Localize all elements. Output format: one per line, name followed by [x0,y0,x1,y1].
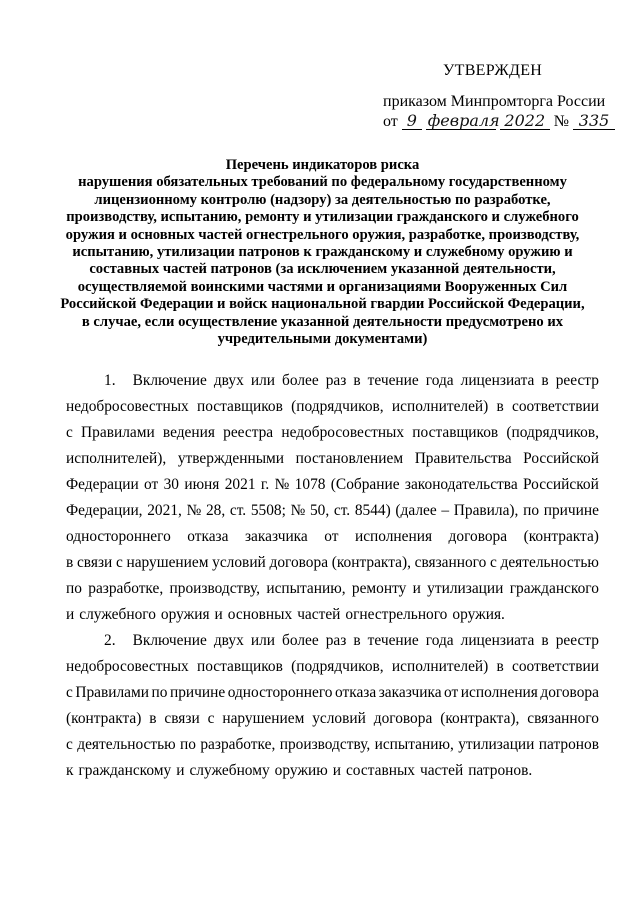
word: причине [543,502,599,519]
word: патронов. [468,762,533,779]
word: частей [419,762,464,779]
paragraph-line [66,680,599,706]
word: Федерации, [66,502,143,519]
word: реестр [555,632,599,649]
word: июня [184,476,220,493]
handwritten-month: февраля [427,111,500,130]
word: (далее [395,502,437,519]
paragraph-line [66,446,599,472]
title-line: производству, испытанию, ремонту и утилизации гражданского и служебного [66,209,579,226]
word: раз [325,372,347,389]
word: утилизации [427,580,504,597]
word: 2021 [224,476,256,493]
word: раз [325,632,347,649]
word: заказчика [378,684,442,701]
number-sign: № [553,113,570,130]
word: договора [373,710,433,727]
word: исполнения [354,528,433,545]
word: Федерации [66,476,139,493]
paragraph-line [66,368,599,394]
word: Включение [132,372,207,389]
handwritten-number: 335 [573,112,615,130]
word: производству, [279,736,371,753]
word: с [66,424,73,441]
word: договора [269,554,329,571]
word: соответствии [512,658,599,675]
word: лицензиата [460,632,535,649]
word: служебного [79,606,156,623]
word: (контракта) [523,528,599,545]
word: в [149,710,157,727]
word: года [425,372,454,389]
word: № [186,502,202,519]
word: Правилами [75,684,149,701]
word: договора [448,528,508,545]
paragraph-line [66,732,599,758]
word: лицензиата [460,372,535,389]
word: частей [297,606,341,623]
word: к [66,762,74,779]
paragraph [66,368,599,628]
word: исполнения [460,684,538,701]
word: договора [540,684,599,701]
word: Правилами [81,424,155,441]
title-line: оружия и основных частей огнестрельного оружия, разработке, производству, [65,226,580,243]
handwritten-year: 2022 [500,112,550,130]
title-line: учредительными документами) [217,331,428,348]
word: основных [227,606,293,623]
word: заказчика [244,528,308,545]
word: испытанию, [374,736,454,753]
word: и [412,580,421,597]
word: № [274,476,290,493]
word: исполнителей) [391,658,489,675]
word: поставщиков [196,658,283,675]
word: связи [164,710,200,727]
word: законодательства [404,476,518,493]
word: года [425,632,454,649]
word: течение [367,372,419,389]
word: и [66,606,75,623]
word: 1. [104,372,116,389]
order-reference: приказом Минпромторга России [383,93,606,110]
word: исполнителей), [66,450,167,467]
word: более [282,632,319,649]
word: связанного [414,554,487,571]
word: гражданского [509,580,599,597]
word: с [66,736,73,753]
word: 50, [309,502,330,519]
word: нарушением [126,554,209,571]
word: по [180,736,196,753]
word: оружия [160,606,210,623]
word: в [496,658,504,675]
word: реестра [223,424,274,441]
title-line: нарушения обязательных требований по федеральному государственному [78,174,567,191]
approval-stamp-heading: УТВЕРЖДЕН [443,62,543,79]
word: по [151,684,168,701]
word: (контракта), [440,710,520,727]
word: в [353,632,361,649]
word: отказа [334,684,377,701]
word: с [115,554,123,571]
word: ремонту [351,580,407,597]
word: исполнителей) [391,398,489,415]
word: деятельностью [500,554,599,571]
word: производству, [169,580,261,597]
word: постановлением [295,450,404,467]
word: условий [312,710,366,727]
word: разработке, [200,736,276,753]
word: деятельностью [77,736,176,753]
word: поставщиков [412,424,499,441]
word: по [523,502,540,519]
title-line: в случае, если осуществление указанной деятельности предусмотрено их [81,313,564,330]
word: отказа [187,528,229,545]
word: 2021, [147,502,182,519]
document-body [66,368,599,784]
word: более [282,372,319,389]
title-line: Перечень индикаторов риска [225,157,420,173]
word: огнестрельного [345,606,448,623]
word: с [207,710,215,727]
word: 5508; [250,502,286,519]
word: одностороннего [66,528,171,545]
word: и [332,762,341,779]
document-title [60,157,585,348]
word: и [176,762,185,779]
paragraph-line [66,758,599,784]
word: № [290,502,306,519]
word: составных [345,762,415,779]
title-line: составных частей патронов (за исключением указанной деятельности, [89,261,556,278]
word: или [250,632,275,649]
word: служебному [189,762,270,779]
paragraph-line [66,628,599,654]
word: 30 [163,476,179,493]
word: 2. [104,632,116,649]
word: – [441,502,450,519]
word: (подрядчиков, [291,398,384,415]
word: оружия. [452,606,505,623]
word: недобросовестных [66,398,189,415]
paragraph-line [66,524,599,550]
handwritten-day: 9 [402,112,422,130]
word: двух [213,372,244,389]
word: недобросовестных [66,658,189,675]
word: и [214,606,223,623]
word: патронов [538,736,599,753]
word: недобросовестных [281,424,405,441]
word: нарушением [222,710,305,727]
paragraph [66,628,599,784]
word: (контракта) [66,710,142,727]
word: двух [213,632,244,649]
word: ведения [162,424,215,441]
word: в [353,372,361,389]
word: (контракта), [331,554,411,571]
word: 1078 [294,476,326,493]
word: от [324,528,339,545]
paragraph-line [66,706,599,732]
word: испытанию, [266,580,346,597]
word: с [489,554,497,571]
paragraph-line [66,472,599,498]
word: утилизации [458,736,535,753]
word: (подрядчиков, [506,424,599,441]
paragraph-line [66,498,599,524]
paragraph-line [66,550,599,576]
word: или [250,372,275,389]
word: Правила), [453,502,519,519]
paragraph-line [66,420,599,446]
word: в [496,398,504,415]
word: от [144,476,159,493]
word: Российской [523,450,599,467]
word: связи [76,554,113,571]
word: Правительства [414,450,512,467]
word: разработке, [88,580,164,597]
word: одностороннего [227,684,333,701]
word: условий [212,554,266,571]
word: в [541,372,549,389]
word: течение [367,632,419,649]
word: (Собрание [330,476,400,493]
title-line: осуществляемой воинскими частями и организациями Вооруженных Сил [77,278,568,295]
word: от [444,684,459,701]
paragraph-line [66,602,599,628]
word: 8544) [354,502,391,519]
word: в [66,554,74,571]
word: гражданскому [78,762,172,779]
word: Российской [523,476,599,493]
word: реестр [555,372,599,389]
word: соответствии [512,398,599,415]
word: причине [169,684,226,701]
order-date-line [383,112,615,131]
word: в [541,632,549,649]
paragraph-line [66,394,599,420]
word: 28, [205,502,226,519]
word: Включение [132,632,207,649]
word: утвержденными [177,450,285,467]
word: ст. [333,502,351,519]
word: с [66,684,73,701]
date-prefix: от [383,113,398,130]
paragraph-line [66,576,599,602]
word: г. [260,476,270,493]
title-line: Российской Федерации и войск национальной гвардии Российской Федерации, [60,296,585,313]
word: (подрядчиков, [291,658,384,675]
word: оружию [274,762,328,779]
word: по [66,580,82,597]
word: ст. [229,502,247,519]
word: поставщиков [196,398,283,415]
word: связанного [527,710,599,727]
paragraph-line [66,654,599,680]
title-line: лицензионному контролю (надзору) за деятельностью по разработке, [94,191,551,208]
title-line: испытанию, утилизации патронов к гражданскому и служебному оружию и [72,244,573,261]
